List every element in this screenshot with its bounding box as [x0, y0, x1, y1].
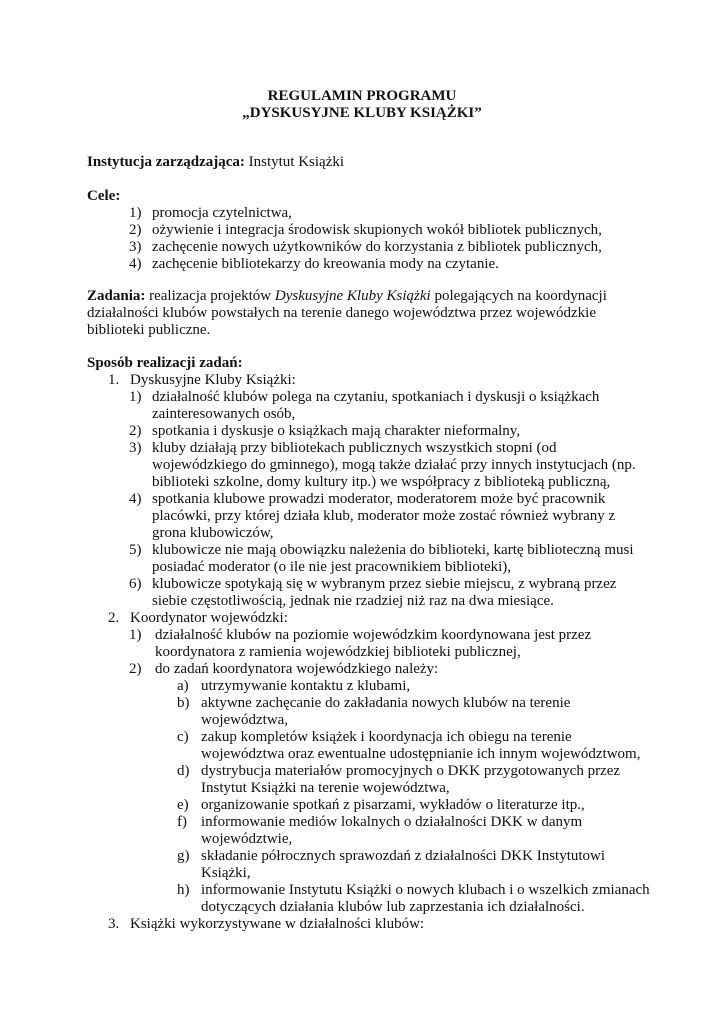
item-text: do zadań koordynatora wojewódzkiego należy: — [155, 661, 439, 677]
goal-number: 3) — [129, 239, 142, 255]
subitem-letter: e) — [177, 797, 189, 813]
subitem-text: informowanie Instytutu Książki o nowych klubach i o wszelkich zmianach — [201, 882, 650, 898]
subitem-text: zakup kompletów książek i koordynacja ich obiegu na terenie — [201, 729, 572, 745]
subitem-letter: b) — [177, 695, 190, 711]
goal-text: zachęcenie nowych użytkowników do korzystania z bibliotek publicznych, — [152, 239, 602, 255]
subitem-text: organizowanie spotkań z pisarzami, wykładów o literaturze itp., — [201, 797, 585, 813]
tasks-label: Zadania: — [87, 288, 146, 304]
method-heading: Sposób realizacji zadań: — [87, 355, 243, 371]
institution-label: Instytucja zarządzająca: — [87, 154, 245, 170]
subitem-text: aktywne zachęcanie do zakładania nowych klubów na terenie — [201, 695, 571, 711]
item-number: 3) — [129, 440, 142, 456]
subitem-text: województwie, — [201, 831, 293, 847]
item-text: działalność klubów na poziomie wojewódzkim koordynowana jest przez — [155, 627, 592, 643]
section-title: Koordynator wojewódzki: — [130, 610, 288, 626]
item-number: 5) — [129, 542, 142, 558]
subitem-text: województwa, — [201, 712, 289, 728]
tasks-text-a: realizacja projektów — [145, 288, 275, 304]
institution-line — [87, 154, 344, 171]
item-text: działalność klubów polega na czytaniu, spotkaniach i dyskusji o książkach — [152, 389, 600, 405]
item-text: klubowicze spotykają się w wybranym przez siebie miejscu, z wybraną przez — [152, 576, 617, 592]
item-text: koordynatora z ramienia wojewódzkiej biblioteki publicznej, — [155, 644, 521, 660]
subitem-text: Książki, — [201, 865, 251, 881]
item-number: 1) — [129, 389, 142, 405]
section-title: Dyskusyjne Kluby Książki: — [130, 372, 296, 388]
title-line-2: „DYSKUSYJNE KLUBY KSIĄŻKI” — [242, 105, 482, 121]
tasks-line-3: biblioteki publiczne. — [87, 322, 211, 338]
subitem-letter: g) — [177, 848, 190, 864]
subitem-text: Instytut Książki na terenie województwa, — [201, 780, 450, 796]
item-text: wojewódzkiego do gminnego), mogą także działać przy innych instytucjach (np. — [152, 457, 636, 473]
goal-text: zachęcenie bibliotekarzy do kreowania mody na czytanie. — [152, 256, 499, 272]
item-text: zainteresowanych osób, — [152, 406, 296, 422]
subitem-text: dystrybucja materiałów promocyjnych o DKK przygotowanych przez — [201, 763, 621, 779]
subitem-text: utrzymywanie kontaktu z klubami, — [201, 678, 411, 694]
tasks-program-name: Dyskusyjne Kluby Książki — [274, 288, 431, 304]
subitem-text: składanie półrocznych sprawozdań z działalności DKK Instytutowi — [201, 848, 606, 864]
goal-number: 4) — [129, 256, 142, 272]
section-number: 3. — [108, 916, 120, 932]
item-text: spotkania i dyskusje o książkach mają charakter nieformalny, — [152, 423, 521, 439]
tasks-line-2: działalności klubów powstałych na terenie danego województwa przez wojewódzkie — [87, 305, 596, 321]
subitem-text: dotyczących działania klubów lub zaprzestania ich działalności. — [201, 899, 585, 915]
tasks-line-1 — [87, 288, 607, 305]
goal-number: 2) — [129, 222, 142, 238]
item-text: spotkania klubowe prowadzi moderator, moderatorem może być pracownik — [152, 491, 606, 507]
title-line-1: REGULAMIN PROGRAMU — [267, 88, 457, 104]
item-text: klubowicze nie mają obowiązku należenia do biblioteki, kartę biblioteczną musi — [152, 542, 634, 558]
item-number: 2) — [129, 661, 142, 677]
subitem-letter: c) — [177, 729, 189, 745]
subitem-letter: h) — [177, 882, 190, 898]
section-title: Książki wykorzystywane w działalności klubów: — [130, 916, 425, 932]
item-number: 4) — [129, 491, 142, 507]
item-number: 1) — [129, 627, 142, 643]
subitem-letter: d) — [177, 763, 190, 779]
item-number: 6) — [129, 576, 142, 592]
subitem-letter: a) — [177, 678, 189, 694]
goal-text: ożywienie i integracja środowisk skupionych wokół bibliotek publicznych, — [152, 222, 602, 238]
goals-heading: Cele: — [87, 188, 121, 204]
institution-value: Instytut Książki — [244, 154, 345, 170]
subitem-letter: f) — [177, 814, 187, 830]
tasks-text-b: polegających na koordynacji — [430, 288, 607, 304]
item-text: biblioteki szkolne, domy kultury itp.) we współpracy z biblioteką publiczną, — [152, 474, 611, 490]
section-number: 1. — [108, 372, 120, 388]
section-number: 2. — [108, 610, 120, 626]
item-number: 2) — [129, 423, 142, 439]
goal-text: promocja czytelnictwa, — [152, 205, 292, 221]
subitem-text: informowanie mediów lokalnych o działalności DKK w danym — [201, 814, 583, 830]
goal-number: 1) — [129, 205, 142, 221]
item-text: placówki, przy której działa klub, moderator może zostać również wybrany z — [152, 508, 616, 524]
item-text: kluby działają przy bibliotekach publicznych wszystkich stopni (od — [152, 440, 557, 456]
subitem-text: województwa oraz ewentualne udostępnianie ich innym województwom, — [201, 746, 641, 762]
item-text: posiadać moderator (o ile nie jest pracownikiem biblioteki), — [152, 559, 512, 575]
item-text: siebie częstotliwością, jednak nie rzadziej niż raz na dwa miesiące. — [152, 593, 554, 609]
item-text: grona klubowiczów, — [152, 525, 274, 541]
